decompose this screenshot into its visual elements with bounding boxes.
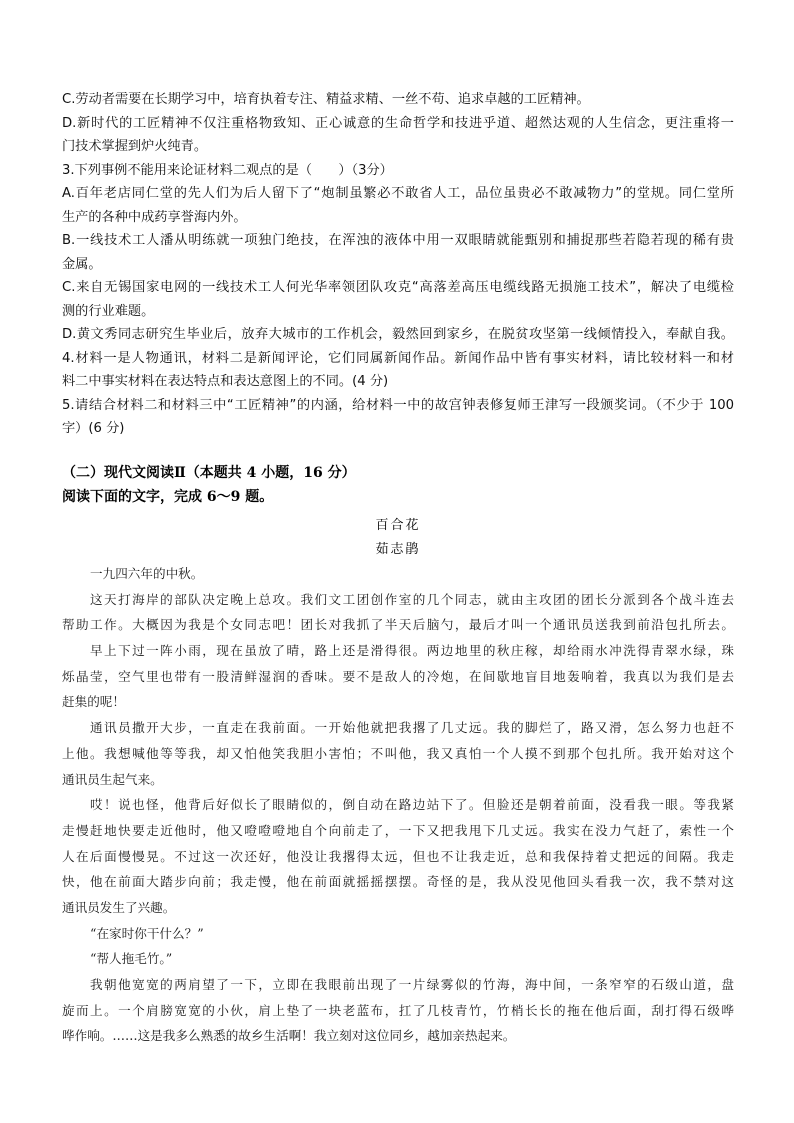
option-line: C.来自无锡国家电网的一线技术工人何光华率领团队攻克“高落差高压电缆线路无损施工技术”，解决了电缆检 xyxy=(62,280,734,295)
story-line: 赶集的呢！ xyxy=(62,694,125,710)
story-line: 一九四六年的中秋。 xyxy=(90,566,204,581)
option-line: 生产的各种中成药享誉海内外。 xyxy=(62,209,247,225)
answer-options-section xyxy=(62,88,734,441)
option-line: 5.请结合材料二和材料三中“工匠精神”的内涵，给材料一中的故宫钟表修复师王津写一段颁奖词。（不少于 100 xyxy=(62,397,734,413)
option-line: 测的行业难题。 xyxy=(62,303,155,319)
option-line: 3.下列事例不能用来论证材料二观点的是（ ）（3分） xyxy=(62,162,393,178)
story-line: 上他。我想喊他等等我，却又怕他笑我胆小害怕；不叫他，我又真怕一个人摸不到那个包扎所。我开始对这个 xyxy=(62,745,734,761)
option-line: 门技术掌握到炉火纯青。 xyxy=(62,139,208,154)
story-line: 哎！说也怪，他背后好似长了眼睛似的，倒自动在路边站下了。但脸还是朝着前面，没看我一眼。等我紧 xyxy=(90,797,734,813)
section-heading: （二）现代文阅读Ⅱ（本题共 4 小题，16 分） xyxy=(62,465,356,481)
option-line: D.新时代的工匠精神不仅注重格物致知、正心诚意的生命哲学和技进乎道、超然达观的人生信念，更注重将一 xyxy=(62,115,734,131)
option-line: B.一线技术工人潘从明练就一项独门绝技，在浑浊的液体中用一双眼睛就能甄别和捕捉那些若隐若现的稀有贵 xyxy=(62,233,734,248)
story-line: 这天打海岸的部队决定晚上总攻。我们文工团创作室的几个同志，就由主攻团的团长分派到各个战斗连去 xyxy=(90,591,734,607)
story-title: 百合花 xyxy=(375,518,421,533)
story-body xyxy=(62,561,734,1049)
option-line: 4.材料一是人物通讯，材料二是新闻评论，它们同属新闻作品。新闻作品中皆有事实材料，请比较材料一和材 xyxy=(62,350,734,366)
story-line: 旋而上。一个肩膀宽宽的小伙，肩上垫了一块老蓝布，扛了几枝青竹，竹梢长长的拖在他后面，刮打得石级哗 xyxy=(62,1002,734,1018)
section-instruction: 阅读下面的文字，完成 6～9 题。 xyxy=(62,489,274,505)
story-line: 走慢赶地快要走近他时，他又噔噔噔地自个向前走了，一下又把我甩下几丈远。我实在没力气赶了，索性一个 xyxy=(62,822,734,838)
option-line: 字）(6 分) xyxy=(62,421,125,436)
option-line: A.百年老店同仁堂的先人们为后人留下了“炮制虽繁必不敢省人工，品位虽贵必不敢减物力”的堂规。同仁堂所 xyxy=(62,186,734,201)
story-line: 早上下过一阵小雨，现在虽放了晴，路上还是滑得很。两边地里的秋庄稼，却给雨水冲洗得青翠水绿，珠 xyxy=(90,643,734,659)
story-line: “在家时你干什么？” xyxy=(90,925,204,941)
story-line: 人在后面慢慢晃。不过这一次还好，他没让我撂得太远，但也不让我走近，总和我保持着丈把远的间隔。我走 xyxy=(62,848,734,864)
story-line: 我朝他宽宽的两肩望了一下，立即在我眼前出现了一片绿雾似的竹海，海中间，一条窄窄的石级山道，盘 xyxy=(90,977,734,992)
story-author: 茹志鹃 xyxy=(375,542,421,557)
option-line: C.劳动者需要在长期学习中，培育执着专注、精益求精、一丝不苟、追求卓越的工匠精神。 xyxy=(62,92,590,107)
story-line: 烁晶莹，空气里也带有一股清鲜湿润的香味。要不是敌人的冷炮，在间歇地盲目地轰响着，我真以为我们是去 xyxy=(62,668,734,684)
option-line: 金属。 xyxy=(62,256,102,272)
option-line: 料二中事实材料在表达特点和表达意图上的不同。(4 分) xyxy=(62,374,389,389)
story-line: 快，他在前面大踏步向前；我走慢，他在前面就摇摇摆摆。奇怪的是，我从没见他回头看我一次，我不禁对这 xyxy=(62,874,734,890)
story-line: “帮人拖毛竹。” xyxy=(90,951,173,967)
story-line: 通讯员发生了兴趣。 xyxy=(62,899,176,915)
story-line: 通讯员生起气来。 xyxy=(62,771,163,787)
option-line: D.黄文秀同志研究生毕业后，放弃大城市的工作机会，毅然回到家乡，在脱贫攻坚第一线倾情投入，奉献自我。 xyxy=(62,327,734,342)
story-line: 通讯员撒开大步，一直走在我前面。一开始他就把我撂了几丈远。我的脚烂了，路又滑，怎么努力也赶不 xyxy=(90,720,734,736)
story-line: 哗作响。……这是我多么熟悉的故乡生活啊！我立刻对这位同乡，越加亲热起来。 xyxy=(62,1028,516,1044)
story-line: 帮助工作。大概因为我是个女同志吧！团长对我抓了半天后脑勺，最后才叫一个通讯员送我到前沿包扎所去。 xyxy=(62,617,734,633)
